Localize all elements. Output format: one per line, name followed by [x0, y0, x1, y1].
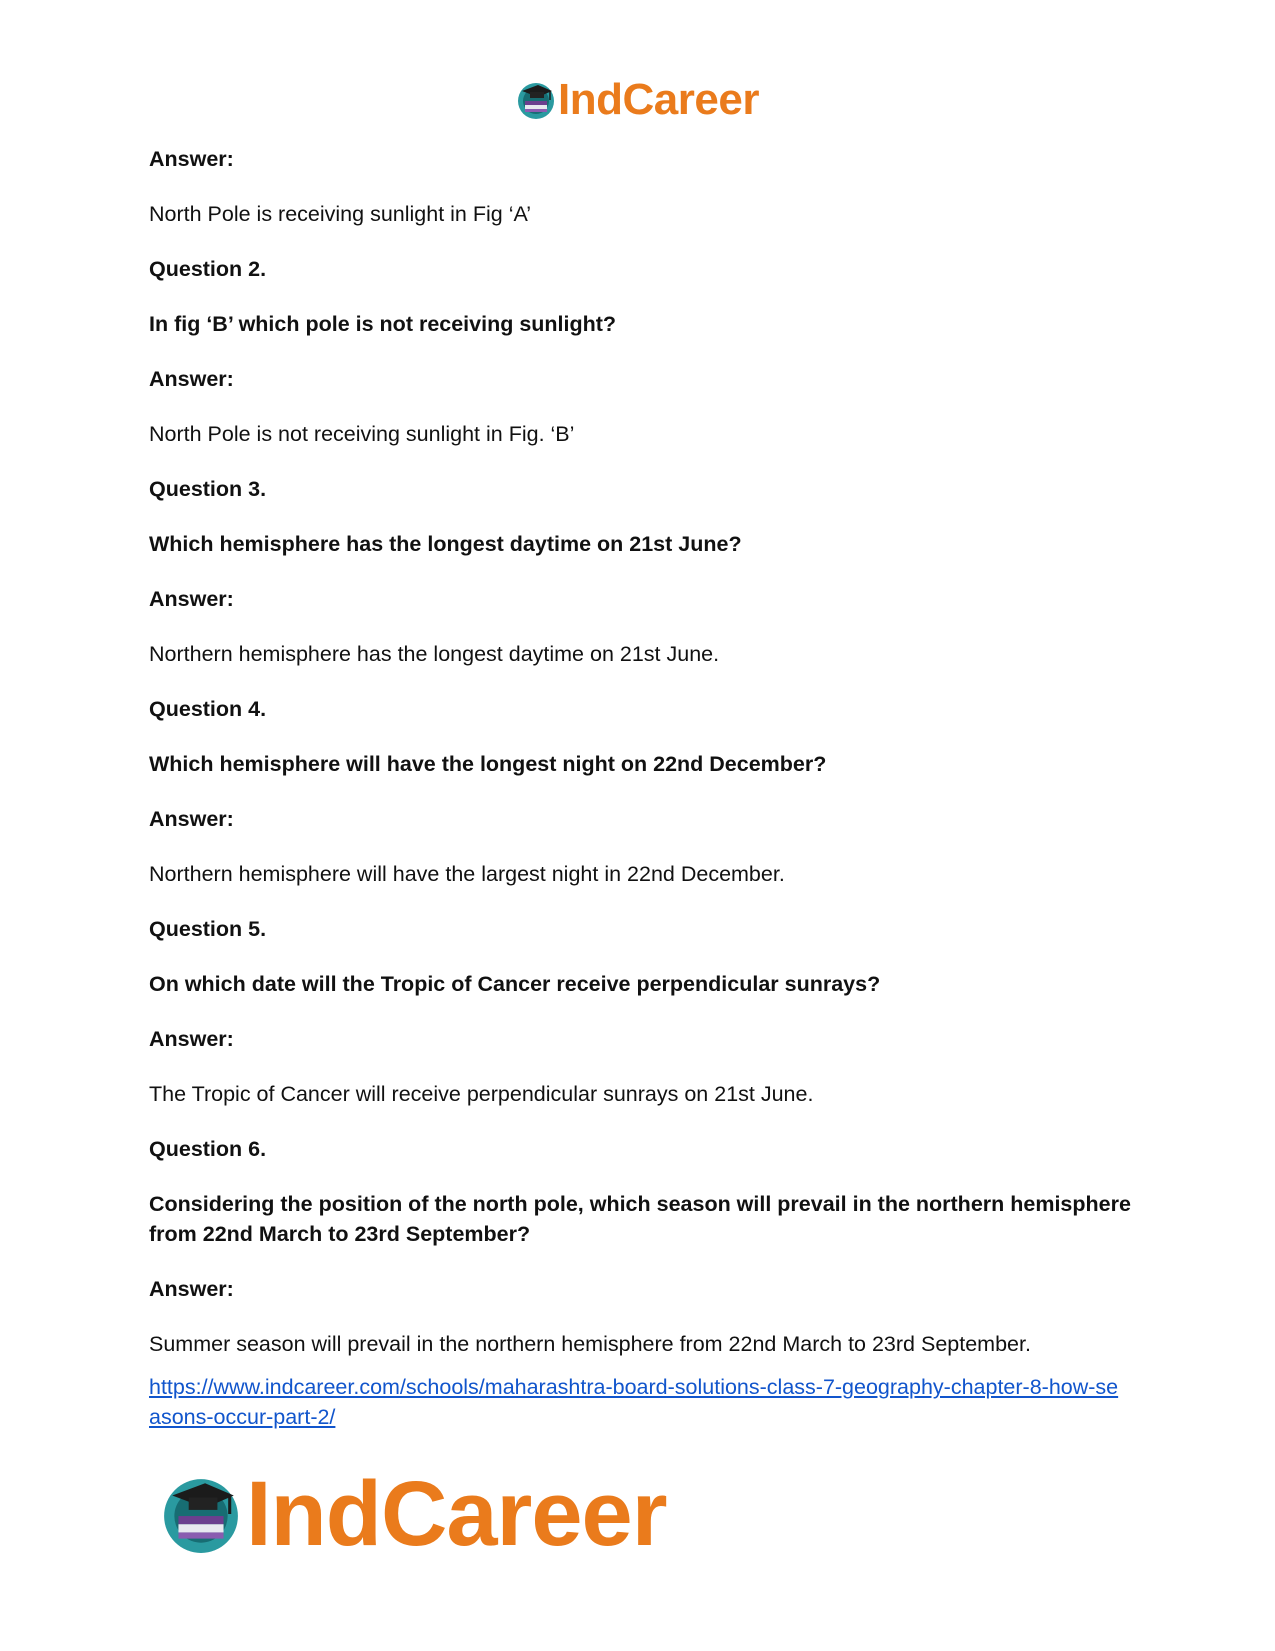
answer-text: Summer season will prevail in the northern hemisphere from 22nd March to 23rd September.: [149, 1332, 1031, 1356]
answer-label: Answer:: [149, 1027, 234, 1051]
footer-logo: [160, 1463, 667, 1565]
logo-text: IndCareer: [558, 75, 759, 124]
answer-label: Answer:: [149, 367, 234, 391]
question-number: Question 3.: [149, 477, 267, 501]
question-number: Question 4.: [149, 697, 267, 721]
answer-label: Answer:: [149, 807, 234, 831]
question-text: On which date will the Tropic of Cancer receive perpendicular sunrays?: [149, 972, 881, 996]
graduation-books-icon: [160, 1473, 242, 1555]
answer-text: The Tropic of Cancer will receive perpendicular sunrays on 21st June.: [149, 1082, 814, 1106]
question-text: Considering the position of the north pole, which season will prevail in the northern hemisphere from 22nd March to 23rd September?: [149, 1192, 1131, 1246]
question-number: Question 6.: [149, 1137, 267, 1161]
question-text: In fig ‘B’ which pole is not receiving sunlight?: [149, 312, 617, 336]
answer-text: North Pole is not receiving sunlight in Fig. ‘B’: [149, 422, 575, 446]
logo-text: IndCareer: [246, 1463, 667, 1565]
question-number: Question 5.: [149, 917, 267, 941]
answer-label: Answer:: [149, 147, 234, 171]
document-content: [149, 144, 1139, 1432]
answer-text: Northern hemisphere has the longest daytime on 21st June.: [149, 642, 720, 666]
answer-label: Answer:: [149, 1277, 234, 1301]
header-logo: [0, 75, 1275, 124]
answer-label: Answer:: [149, 587, 234, 611]
source-link[interactable]: https://www.indcareer.com/schools/maharashtra-board-solutions-class-7-geography-chapter-8-how-seasons-occur-part-2/: [149, 1375, 1119, 1429]
graduation-books-icon: [516, 80, 556, 120]
question-text: Which hemisphere has the longest daytime on 21st June?: [149, 532, 742, 556]
answer-text: North Pole is receiving sunlight in Fig ‘A’: [149, 202, 531, 226]
question-text: Which hemisphere will have the longest night on 22nd December?: [149, 752, 827, 776]
question-number: Question 2.: [149, 257, 267, 281]
answer-text: Northern hemisphere will have the largest night in 22nd December.: [149, 862, 785, 886]
